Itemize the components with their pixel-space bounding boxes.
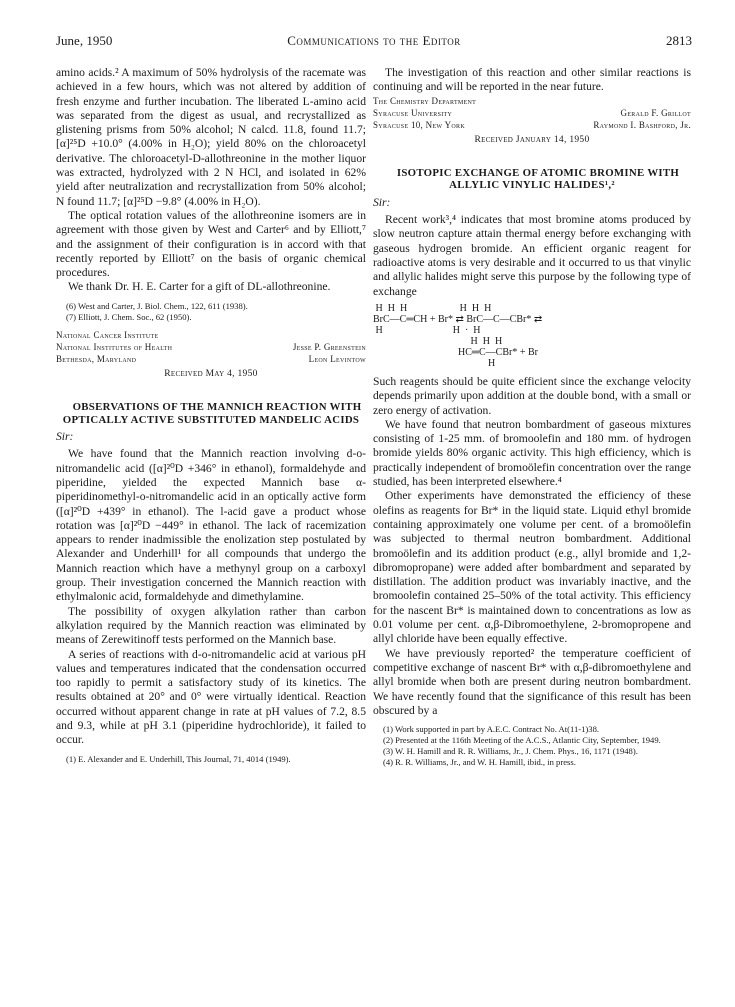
department-line-1: The Chemistry Department (373, 95, 477, 106)
left-paragraph-2: The optical rotation values of the allothreonine isomers are in agreement with those given by West and Carter⁶ and by Elliott,⁷ and the assignment of their configuration is in accord with that recently reported by Elliott⁷ on the basis of organic chemical procedures. (56, 208, 366, 280)
isotopic-paragraph-5: We have previously reported² the temperature coefficient of competitive exchange of nascent Br* with α,β-dibromoethylene and allyl bromide when both are present during neutron bombardment. We have recently found that the significance of this result has been obscured by a (373, 646, 691, 717)
left-paragraph-3: We thank Dr. H. E. Carter for a gift of DL-allothreonine. (68, 280, 331, 294)
isotopic-paragraph-1: Recent work³,⁴ indicates that most bromine atoms produced by slow neutron capture attain thermal energy before exchanging with gaseous hydrogen bromide. An efficient organic reagent for radioactive atoms is very desirable and it occurred to us that vinylic and allylic halides might serve this purpose by the following type of exchange (373, 213, 691, 298)
salutation: Sir: (56, 430, 74, 444)
article-title-mannich: OBSERVATIONS OF THE MANNICH REACTION WITH OPTICALLY ACTIVE SUBSTITUTED MANDELIC ACIDS (62, 401, 362, 426)
header-date: June, 1950 (56, 33, 113, 48)
footnote-4-right: (4) R. R. Williams, Jr., and W. H. Hamill, ibid., in press. (383, 757, 576, 768)
author-bashford: Raymond I. Bashford, Jr. (593, 119, 691, 130)
left-paragraph-1: amino acids.² A maximum of 50% hydrolysis of the racemate was achieved in a few hours, which was not altered by addition of fresh enzyme and further incubation. The liberated L-amino acid was separated from the digest as usual, and recrystallized as glistening prisms from 50% alcohol; N calcd. 11.8, found 11.7; [α]²⁵D +10.0° (4.00% in H₂O); yield 80% on the chloroacetyl derivative. The chloroacetyl-D-allothreonine in the mother liquor was extracted, hydrolyzed with 2 N HCl, and isolated in 62% yield after neutralization and recrystallization from 50% alcohol; N found 11.7; [α]²⁵D −9.8° (4.00% in H₂O). (56, 66, 366, 208)
author-levintow: Leon Levintow (308, 353, 366, 364)
isotopic-paragraph-3: We have found that neutron bombardment of gaseous mixtures consisting of 1-25 mm. of bromoolefin and 180 mm. of hydrogen bromide yields 80% organic activity. This high efficiency, which is practically independent of bromoölefin concentration over the range studied, has been interpreted elsewhere.⁴ (373, 417, 691, 489)
isotopic-paragraph-4: Other experiments have demonstrated the efficiency of these olefins as reagents for Br* in the liquid state. Liquid ethyl bromide containing approximately one volume per cent. of a bromoölefin was subjected to thermal neutron bombardment. Additional bromoölefin and its addition product (e.g., allyl bromide and 1,2-dibromopropane) were added after bombardment and separated by distillation. The addition product was invariably inactive, and the bromoolefin contained 25–50% of the total activity. This efficiency for the nascent Br* is maintained down to concentrations as low as 0.01 volume per cent. α,β-Dibromoethylene, 2-bromopropene and allyl chloride have been equally effective. (373, 489, 691, 646)
department-line-3 (373, 119, 691, 131)
affiliation-line-2 (56, 341, 366, 353)
left-column (56, 66, 366, 765)
header-section: Communications to the Editor (287, 33, 461, 48)
author-grillot: Gerald F. Grillot (620, 107, 691, 118)
mannich-paragraph-2: The possibility of oxygen alkylation rather than carbon alkylation required by the Mannich reaction was eliminated by means of Zerewitinoff tests performed on the Mannich base. (56, 604, 366, 647)
mannich-paragraph-3: A series of reactions with d-o-nitromandelic acid at various pH values and temperatures indicated that the condensation occurred too rapidly to permit a satisfactory study of its kinetics. The results obtained at 20° and 0° were virtually identical. Reaction occurred without apparent change in rate at pH values of 7.2, 8.5 and 9.3, while at pH 3.1 (piperidine hydrochloride), it failed to occur. (56, 647, 366, 747)
department-city: Syracuse 10, New York (373, 119, 465, 130)
isotopic-paragraph-2: Such reagents should be quite efficient since the exchange velocity depends primarily upon addition at the double bond, with a small or zero energy of activation. (373, 374, 691, 417)
affiliation-line-1: National Cancer Institute (56, 329, 159, 340)
running-header (56, 33, 692, 53)
department-university: Syracuse University (373, 107, 453, 118)
department-line-2 (373, 107, 691, 119)
affiliation-institute: National Institutes of Health (56, 341, 173, 352)
received-date: Received May 4, 1950 (164, 368, 258, 379)
author-greenstein: Jesse P. Greenstein (292, 341, 366, 352)
exchange-reaction-scheme: H H H H H H BrC—C═CH + Br* ⇄ BrC—C—CBr* ⇄ H H · H H H H HC═C—CBr* + Br H (373, 302, 543, 369)
footnote-2-right: (2) Presented at the 116th Meeting of the A.C.S., Atlantic City, September, 1949. (383, 735, 661, 746)
right-column (373, 66, 691, 768)
mannich-paragraph-1: We have found that the Mannich reaction involving d-o-nitromandelic acid ([α]²⁰D +346° in ethanol), formaldehyde and piperidine, yielded the expected Mannich base α-piperidinomethyl-o-nitromandelic acid in an optically active form ([α]²⁰D +439° in ethanol). The l-acid gave a product whose rotation was [α]²⁰D −449° in ethanol. The lack of racemization appears to render inadmissible the enolization step postulated by Alexander and Underhill¹ for all compounds that undergo the Mannich reaction which have a methynyl group on a carboxyl group. Their investigation concerned the Mannich reaction with ethylmalonic acid, formaldehyde and dimethylamine. (56, 447, 366, 604)
affiliation-line-3 (56, 353, 366, 365)
received-date-right: Received January 14, 1950 (474, 134, 590, 145)
article-title-isotopic: ISOTOPIC EXCHANGE OF ATOMIC BROMINE WITH ALLYLIC VINYLIC HALIDES¹,² (396, 166, 680, 192)
footnote-1-left: (1) E. Alexander and E. Underhill, This Journal, 71, 4014 (1949). (66, 753, 291, 764)
salutation-right: Sir: (373, 195, 391, 209)
footnote-1-right: (1) Work supported in part by A.E.C. Contract No. At(11-1)38. (383, 724, 600, 735)
right-paragraph-1: The investigation of this reaction and other similar reactions is continuing and will be reported in the near future. (373, 66, 691, 94)
footnote-3-right: (3) W. H. Hamill and R. R. Williams, Jr., J. Chem. Phys., 16, 1171 (1948). (383, 746, 638, 757)
footnote-6: (6) West and Carter, J. Biol. Chem., 122, 611 (1938). (66, 300, 248, 311)
header-page-number: 2813 (666, 33, 692, 48)
footnote-7: (7) Elliott, J. Chem. Soc., 62 (1950). (66, 311, 192, 322)
affiliation-city: Bethesda, Maryland (56, 353, 137, 364)
